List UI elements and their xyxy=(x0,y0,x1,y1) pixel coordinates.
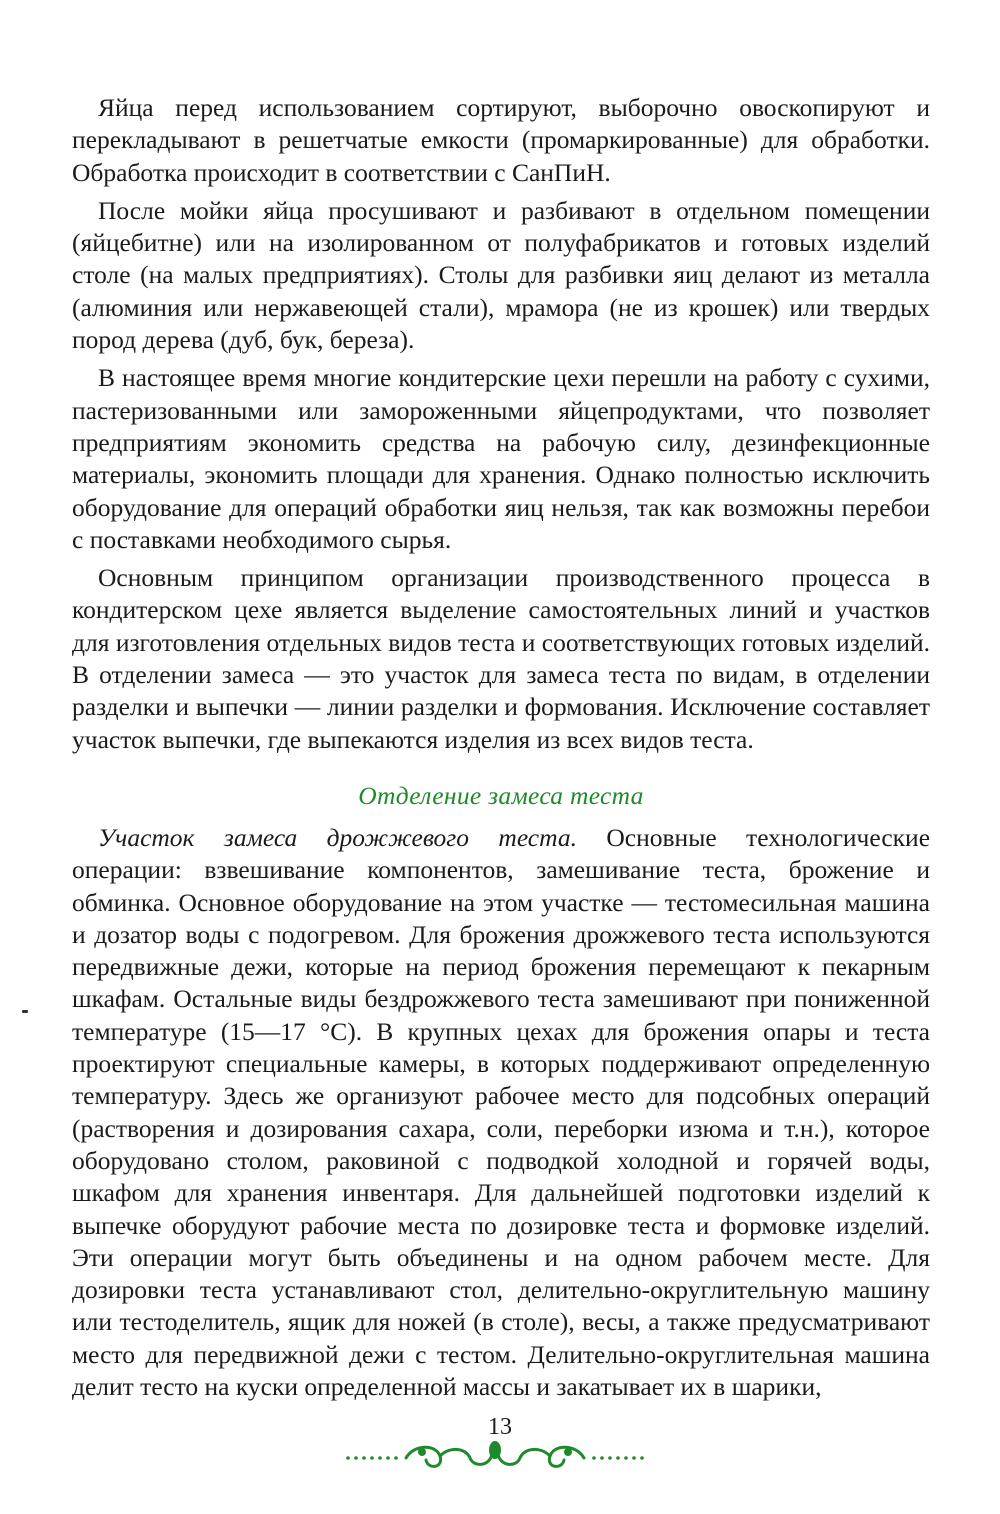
paragraph-3: В настоящее время многие кондитерские цехи перешли на работу с сухими, пастеризованными или замороженными яйцепродуктами, что позволяет предприятиям экономить средства на рабочую силу, дезинфекционные материалы, экономить площади для хранения. Однако полностью исключить оборудование для операций обработки яиц нельзя, так как возможны перебои с поставками необходимого сырья. xyxy=(72,363,930,554)
section-body: Основные технологические операции: взвешивание компонентов, замешивание теста, брожение и обминка. Основное оборудование на этом участке — тестомесильная машина и дозатор воды с подогревом. Для брожения дрожжевого теста используются передвижные дежи, которые на период брожения перемещают к пекарным шкафам. Остальные виды бездрожжевого теста замешивают при пониженной температуре (15—17 °С). В крупных цехах для брожения опары и теста проектируют специальные камеры, в которых поддерживают определенную температуру. Здесь же организуют рабочее место для подсобных операций (растворения и дозирования сахара, соли, переборки изюма и т.н.), которое оборудовано столом, раковиной с подводкой холодной и горячей воды, шкафом для хранения инвентаря. Для дальнейшей подготовки изделий к выпечке оборудуют рабочие места по дозировке теста и формовке изделий. Эти операции могут быть объединены и на одном рабочем месте. Для дозировки теста устанавливают стол, делительно-округлительную машину или тестоделитель, ящик для ножей (в столе), весы, а также предусматривают место для передвижной дежи с тестом. Делительно-округлительная машина делит тесто на куски определенной массы и закатывает их в шарики, xyxy=(72,822,931,1401)
section-heading: Отделение замеса теста xyxy=(358,780,644,810)
section-paragraph xyxy=(72,822,930,1403)
section-lead: Участок замеса дрожжевого теста. xyxy=(98,822,577,852)
page-number: 13 xyxy=(488,1414,512,1440)
margin-mark xyxy=(22,1010,28,1013)
floral-ornament-icon xyxy=(340,1436,650,1472)
paragraph-4: Основным принципом организации производственного процесса в кондитерском цехе является выделение самостоятельных линий и участков для изготовления отдельных видов теста и соответствующих готовых изделий. В отделении замеса — это участок для замеса теста по видам, в отделении разделки и выпечки — линии разделки и формования. Исключение составляет участок выпечки, где выпекаются изделия из всех видов теста. xyxy=(72,563,930,754)
paragraph-1: Яйца перед использованием сортируют, выборочно овоскопируют и перекладывают в решетчатые емкости (промаркированные) для обработки. Обработка происходит в соответствии с СанПиН. xyxy=(72,93,930,187)
paragraph-2: После мойки яйца просушивают и разбивают в отдельном помещении (яйцебитне) или на изолированном от полуфабрикатов и готовых изделий столе (на малых предприятиях). Столы для разбивки яиц делают из металла (алюминия или нержавеющей стали), мрамора (не из крошек) или твердых пород дерева (дуб, бук, береза). xyxy=(72,195,930,355)
page-content xyxy=(72,92,930,1407)
